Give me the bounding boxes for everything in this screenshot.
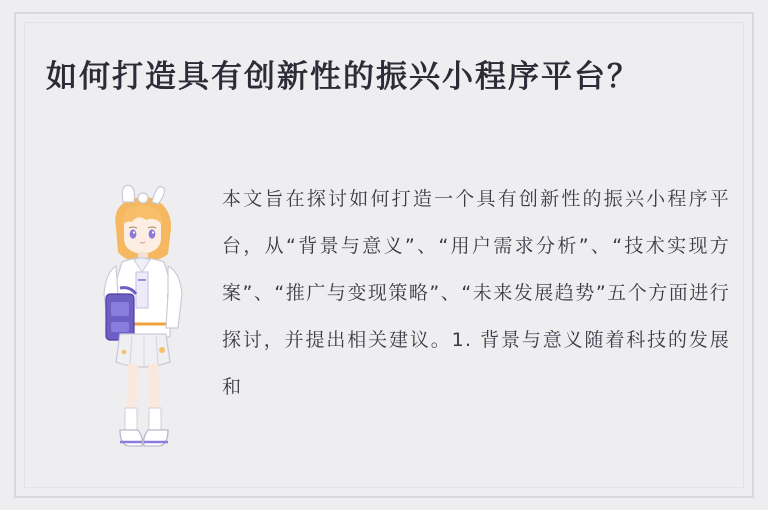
page-title: 如何打造具有创新性的振兴小程序平台？ [46, 59, 640, 95]
anime-girl-illustration [78, 176, 208, 476]
body-paragraph: 本文旨在探讨如何打造一个具有创新性的振兴小程序平台，从“背景与意义”、“用户需求分析”、“技术实现方案”、“推广与变现策略”、“未来发展趋势”五个方面进行探讨，并提出相关建议。1. 背景与意义随着科技的发展和 [222, 188, 730, 398]
